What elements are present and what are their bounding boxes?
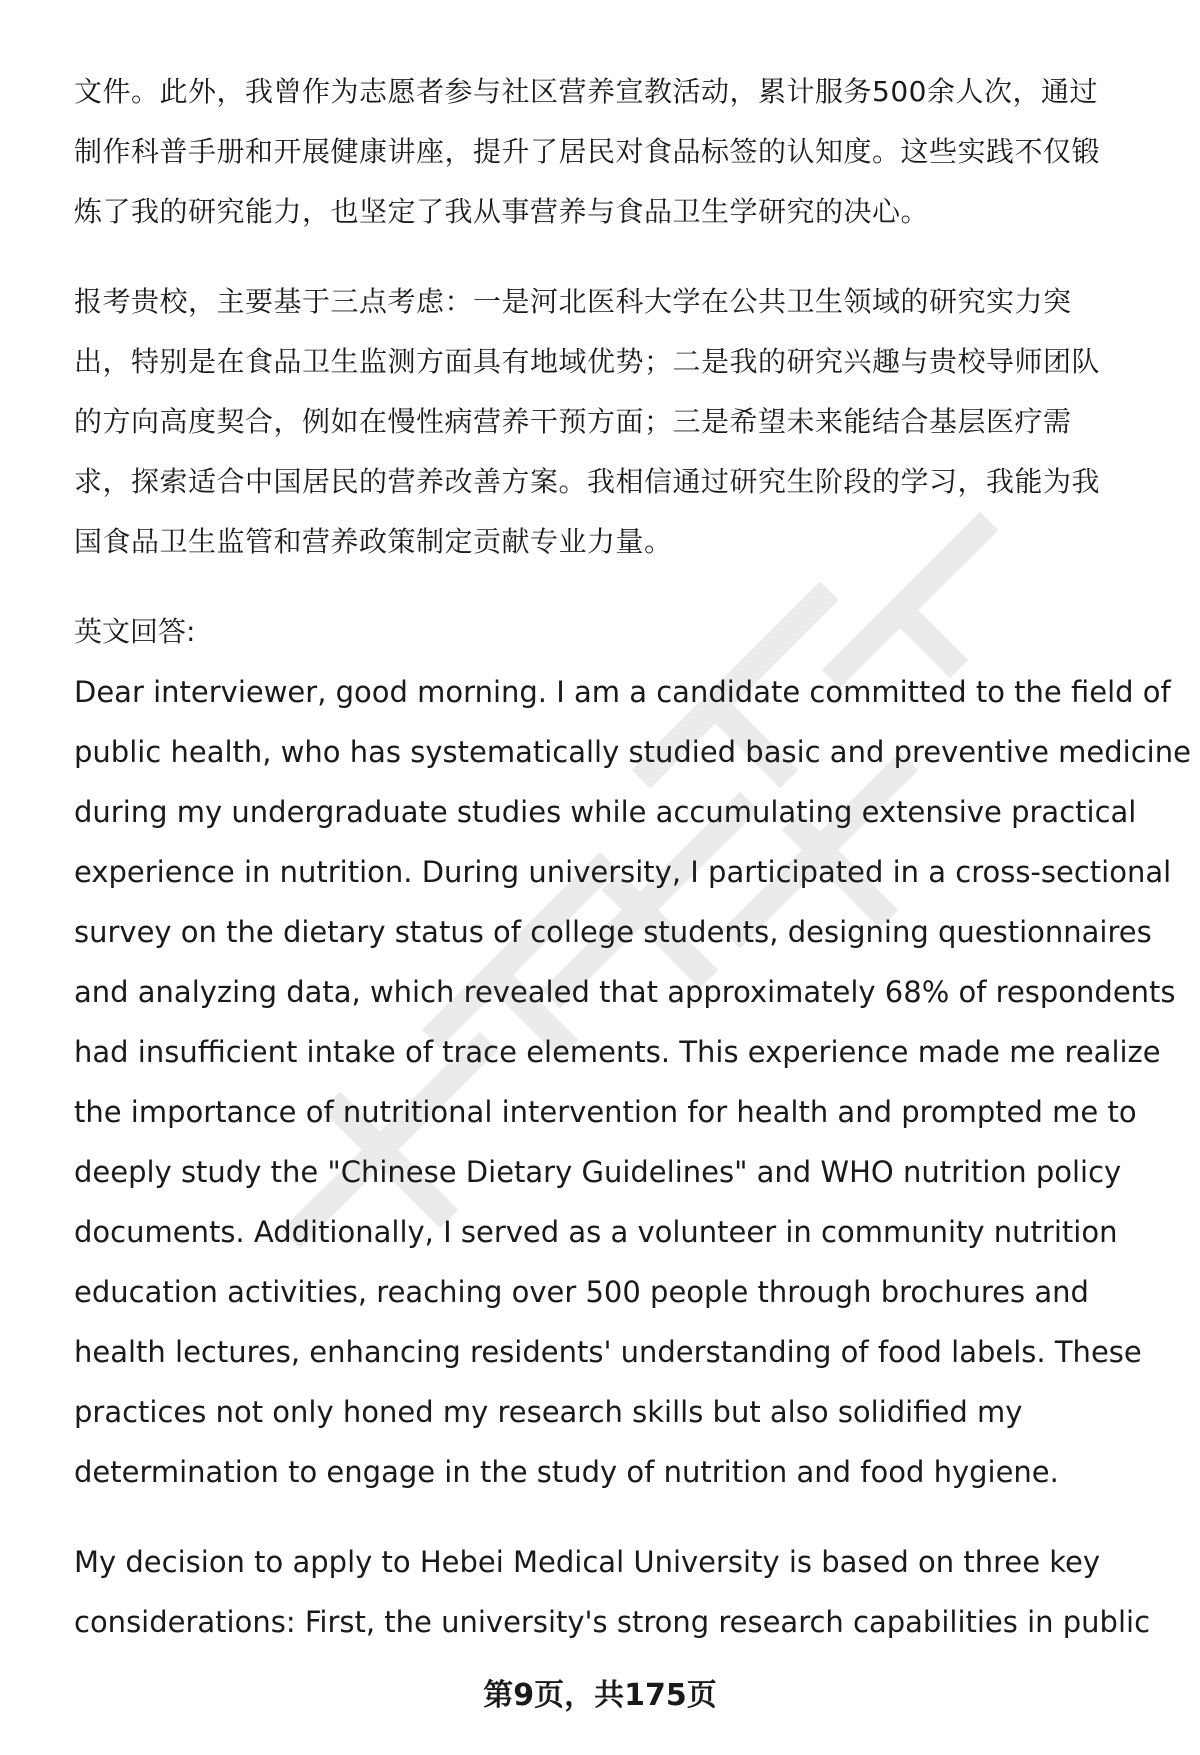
- text-line: 报考贵校，主要基于三点考虑：一是河北医科大学在公共卫生领域的研究实力突: [74, 285, 1072, 318]
- text-line: during my undergraduate studies while accumulating extensive practical: [74, 795, 1137, 829]
- text-line: survey on the dietary status of college students, designing questionnaires: [74, 915, 1152, 949]
- text-line: determination to engage in the study of nutrition and food hygiene.: [74, 1455, 1059, 1489]
- text-line: 文件。此外，我曾作为志愿者参与社区营养宣教活动，累计服务500余人次，通过: [74, 75, 1098, 108]
- text-line: public health, who has systematically studied basic and preventive medicine: [74, 735, 1191, 769]
- text-line: 炼了我的研究能力，也坚定了我从事营养与食品卫生学研究的决心。: [74, 195, 930, 228]
- text-line: 求，探索适合中国居民的营养改善方案。我相信通过研究生阶段的学习，我能为我: [74, 465, 1101, 498]
- text-line: health lectures, enhancing residents' understanding of food labels. These: [74, 1335, 1142, 1369]
- text-line: 国食品卫生监管和营养政策制定贡献专业力量。: [74, 525, 673, 558]
- text-line: documents. Additionally, I served as a volunteer in community nutrition: [74, 1215, 1118, 1249]
- text-line: considerations: First, the university's strong research capabilities in public: [74, 1605, 1151, 1639]
- text-line: education activities, reaching over 500 people through brochures and: [74, 1275, 1089, 1309]
- english-answer-label: 英文回答:: [74, 615, 196, 648]
- text-line: Dear interviewer, good morning. I am a candidate committed to the field of: [74, 675, 1171, 709]
- text-line: practices not only honed my research skills but also solidified my: [74, 1395, 1023, 1429]
- english-paragraph-1: [74, 662, 1191, 1502]
- chinese-paragraph-1: [74, 62, 1164, 242]
- text-line: My decision to apply to Hebei Medical University is based on three key: [74, 1545, 1101, 1579]
- text-line: 制作科普手册和开展健康讲座，提升了居民对食品标签的认知度。这些实践不仅锻: [74, 135, 1101, 168]
- text-line: the importance of nutritional intervention for health and prompted me to: [74, 1095, 1137, 1129]
- english-paragraph-2: [74, 1532, 1164, 1652]
- text-line: experience in nutrition. During university, I participated in a cross-sectional: [74, 855, 1172, 889]
- text-line: 的方向高度契合，例如在慢性病营养干预方面；三是希望未来能结合基层医疗需: [74, 405, 1072, 438]
- page-number-footer: 第9页，共175页: [483, 1678, 717, 1713]
- text-line: 出，特别是在食品卫生监测方面具有地域优势；二是我的研究兴趣与贵校导师团队: [74, 345, 1101, 378]
- document-body: [74, 62, 1191, 1682]
- text-line: and analyzing data, which revealed that approximately 68% of respondents: [74, 975, 1176, 1009]
- chinese-paragraph-2: [74, 272, 1164, 572]
- text-line: deeply study the "Chinese Dietary Guidelines" and WHO nutrition policy: [74, 1155, 1122, 1189]
- text-line: had insufficient intake of trace elements. This experience made me realize: [74, 1035, 1161, 1069]
